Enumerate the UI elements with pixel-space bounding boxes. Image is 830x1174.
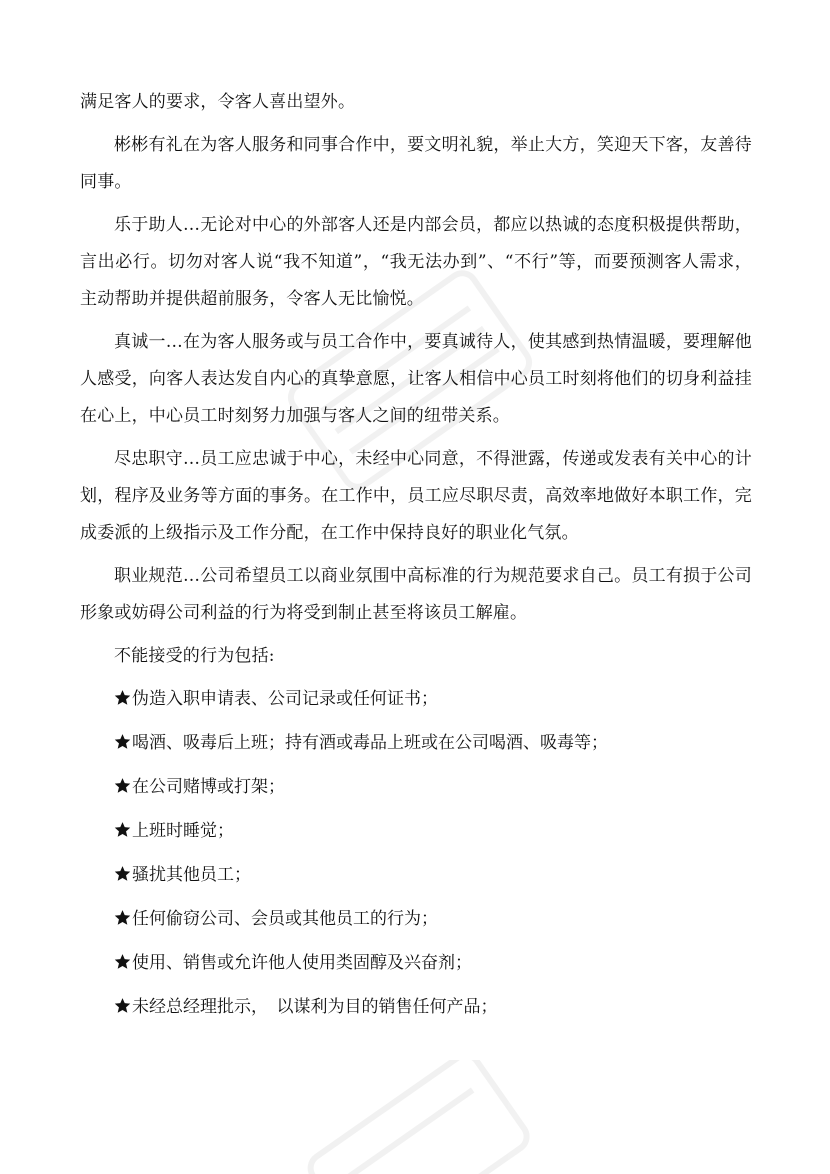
paragraph-5: 尽忠职守…员工应忠诚于中心，未经中心同意，不得泄露，传递或发表有关中心的计划，程序及业务等方面的事务。在工作中，员工应尽职尽责，高效率地做好本职工作，完成委派的上级指示及工作分配，在工作中保持良好的职业化气氛。 xyxy=(80,449,752,543)
black-star-icon xyxy=(114,865,131,882)
list-item xyxy=(80,681,752,718)
list-item xyxy=(80,769,752,806)
black-star-icon xyxy=(114,821,131,838)
list-item-text: 喝酒、吸毒后上班；持有酒或毒品上班或在公司喝酒、吸毒等； xyxy=(132,733,608,753)
black-star-icon xyxy=(114,953,131,970)
paragraph-2: 彬彬有礼在为客人服务和同事合作中，要文明礼貌，举止大方，笑迎天下客，友善待同事。 xyxy=(80,135,752,192)
list-item-text: 使用、销售或允许他人使用类固醇及兴奋剂； xyxy=(132,953,472,973)
list-item xyxy=(80,945,752,982)
black-star-icon xyxy=(114,689,131,706)
black-star-icon xyxy=(114,777,131,794)
black-star-icon xyxy=(114,733,131,750)
list-item-text: 伪造入职申请表、公司记录或任何证书； xyxy=(132,689,438,709)
list-item-text: 骚扰其他员工； xyxy=(132,865,251,885)
list-item xyxy=(80,725,752,762)
list-item-text: 在公司赌博或打架； xyxy=(132,777,285,797)
list-intro: 不能接受的行为包括: xyxy=(114,646,275,666)
list-item-text: 上班时睡觉； xyxy=(132,821,234,841)
prohibited-behaviors-list xyxy=(80,681,752,1026)
list-item xyxy=(80,989,752,1026)
black-star-icon xyxy=(114,909,131,926)
paragraph-4: 真诚一…在为客人服务或与员工合作中，要真诚待人，使其感到热情温暖，要理解他人感受，向客人表达发自内心的真挚意愿，让客人相信中心员工时刻将他们的切身利益挂在心上，中心员工时刻努力加强与客人之间的纽带关系。 xyxy=(80,332,752,426)
list-item xyxy=(80,901,752,938)
list-item xyxy=(80,813,752,850)
paragraph-1: 满足客人的要求，令客人喜出望外。 xyxy=(80,92,356,112)
list-item-text: 任何偷窃公司、会员或其他员工的行为； xyxy=(132,909,438,929)
list-item xyxy=(80,857,752,894)
list-item-text: 未经总经理批示， 以谋利为目的销售任何产品； xyxy=(132,997,498,1017)
paragraph-6: 职业规范…公司希望员工以商业氛围中高标准的行为规范要求自己。员工有损于公司形象或妨碍公司利益的行为将受到制止甚至将该员工解雇。 xyxy=(80,566,752,623)
black-star-icon xyxy=(114,997,131,1014)
watermark-graphic-bottom xyxy=(280,1060,540,1174)
document-body xyxy=(80,84,752,1033)
paragraph-3: 乐于助人…无论对中心的外部客人还是内部会员，都应以热诚的态度积极提供帮助，言出必行。切勿对客人说“我不知道”，“我无法办到”、“不行”等，而要预测客人需求，主动帮助并提供超前服务，令客人无比愉悦。 xyxy=(80,215,752,309)
